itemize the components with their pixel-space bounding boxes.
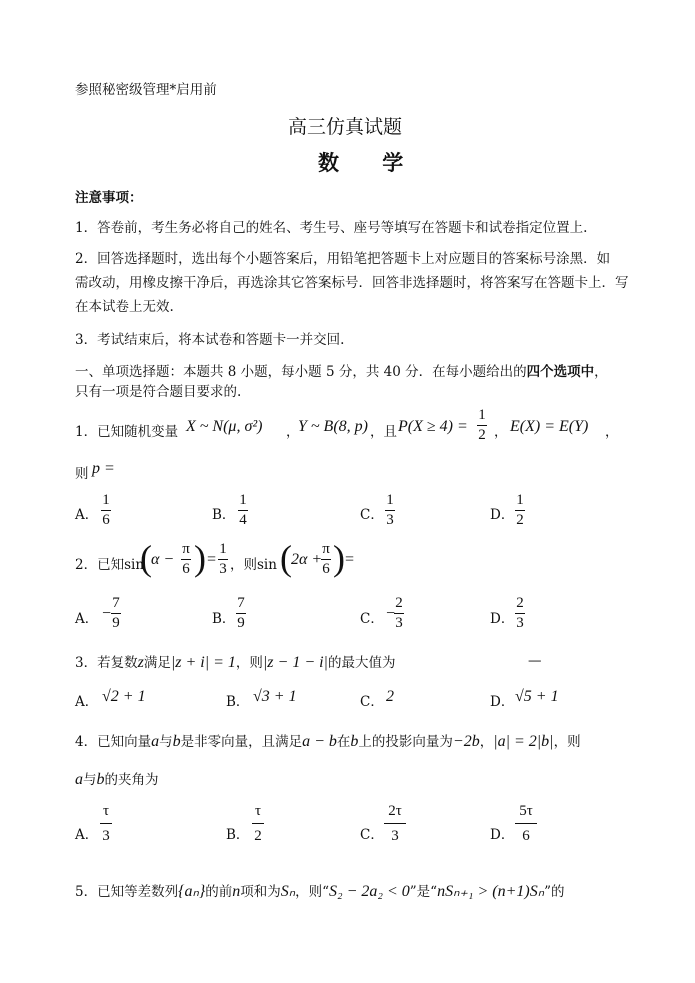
q1-option-d-label: D．	[490, 507, 515, 523]
q2-c-den: 3	[395, 615, 403, 631]
q2-option-b	[236, 595, 246, 632]
q4-option-a-label: A．	[75, 827, 99, 843]
q2-option-a-sign: −	[101, 605, 112, 622]
q1-p-eq: p =	[92, 460, 115, 477]
q1-option-c-label: C．	[360, 507, 384, 523]
q2-c-num: 2	[395, 595, 403, 611]
q2-two-alpha: 2α +	[291, 551, 323, 568]
q4-c-num: 2τ	[388, 803, 402, 819]
notice-item-3: 3．考试结束后，将本试卷和答题卡一并交回.	[75, 332, 345, 348]
q4-ze: ，则	[553, 734, 581, 750]
q4-a-num: τ	[102, 803, 110, 819]
q1-then: 则	[75, 466, 89, 482]
q3-stem	[75, 651, 395, 672]
q2-prefix: 2．已知sin	[75, 557, 145, 573]
notice-item-1: 1．答卷前，考生务必将自己的姓名、考生号、座号等填写在答题卡和试卷指定位置上.	[75, 220, 588, 236]
q1-x-dist: X ~ N(μ, σ²)	[186, 418, 263, 435]
q5-sn: Sₙ	[280, 883, 296, 900]
q4-yu: 与	[159, 734, 173, 750]
q3-option-c: 2	[386, 688, 394, 705]
q1-c-num: 1	[386, 492, 394, 508]
q4-norm: |a| = 2|b|	[493, 733, 554, 750]
q3-stem-c: ，则	[235, 655, 263, 671]
exam-title: 高三仿真试题	[288, 116, 403, 138]
q2-pi-num-2: π	[322, 541, 330, 557]
section-heading	[75, 360, 608, 380]
q1-option-c	[385, 492, 395, 529]
q4-comma: ，	[479, 734, 494, 750]
q1-c-den: 3	[386, 512, 394, 528]
q4-vec-b2: b	[350, 733, 359, 750]
q1-b-num: 1	[239, 492, 247, 508]
q4-stem-line1	[75, 730, 581, 751]
q4-c1: 上的投影向量为	[358, 734, 453, 750]
q2-tail: =	[344, 551, 355, 568]
q5-stem	[75, 880, 565, 901]
q2-pi-den-2: 6	[322, 561, 330, 577]
notice-item-2-end: 在本试卷上无效.	[75, 299, 174, 315]
q4-option-c	[384, 800, 406, 847]
q2-rparen-1: )	[194, 538, 206, 578]
q2-a-den: 9	[112, 615, 120, 631]
q1-option-a-label: A．	[75, 507, 99, 523]
q4-l2-b: b	[96, 771, 105, 788]
section-intro: 一、单项选择题：本题共 8 小题，每小题 5 分，共 40 分．在每小题给出的	[75, 364, 527, 380]
q4-l2-a: a	[75, 771, 83, 788]
q3-option-b: √3 + 1	[253, 688, 297, 705]
q3-z: z	[137, 654, 144, 671]
q5-b: 的前	[205, 884, 233, 900]
q2-option-d-label: D．	[490, 611, 515, 627]
q1-sep3: ，	[494, 424, 508, 440]
q2-alpha: α −	[151, 551, 175, 568]
q2-d-den: 3	[516, 615, 524, 631]
q5-f: ”的	[544, 884, 565, 900]
q1-option-b	[238, 492, 248, 529]
q3-option-c-label: C．	[360, 694, 384, 710]
q3-stem-a: 3．若复数	[75, 655, 138, 671]
q3-mod1: |z + i| = 1	[170, 654, 236, 671]
q4-b1: 是非零向量，且满足	[180, 734, 303, 750]
q1-sep2: ，且	[370, 424, 397, 440]
q5-seq: {aₙ}	[178, 883, 206, 900]
q4-option-b-label: B．	[226, 827, 250, 843]
notice-item-2: 2．回答选择题时，选出每个小题答案后，用铅笔把答题卡上对应题目的答案标号涂黑．如	[75, 251, 611, 267]
section-heading-line2: 只有一项是符合题目要求的.	[75, 384, 242, 400]
q2-option-c	[394, 595, 404, 632]
q2-pi-sixth-1	[181, 541, 191, 578]
q3-dash: —	[528, 653, 542, 669]
q5-c: 项和为	[240, 884, 281, 900]
q4-l2-angle: 的夹角为	[104, 772, 159, 788]
q4-a-minus-b: a − b	[302, 733, 337, 750]
q2-a-num: 7	[112, 595, 120, 611]
q1-b-den: 4	[239, 512, 247, 528]
q1-sep1: ，	[286, 424, 300, 440]
q1-frac-den: 2	[478, 427, 486, 443]
q1-option-b-label: B．	[212, 507, 236, 523]
q2-d-num: 2	[516, 595, 524, 611]
q1-sep4: ，	[605, 424, 619, 440]
q1-option-d	[515, 492, 525, 529]
q2-option-b-label: B．	[212, 611, 236, 627]
q4-stem-line2	[75, 768, 159, 789]
q4-b-den: 2	[254, 828, 262, 844]
q4-l2-yu: 与	[83, 772, 97, 788]
q1-frac-num: 1	[478, 407, 486, 423]
q4-proj: −2b	[452, 733, 480, 750]
q1-d-den: 2	[516, 512, 524, 528]
q4-vec-b: b	[172, 733, 181, 750]
q4-option-a	[100, 800, 112, 847]
q1-y-dist: Y ~ B(8, p)	[298, 418, 368, 435]
q2-option-c-label: C．	[360, 611, 384, 627]
q2-pi-num-1: π	[182, 541, 190, 557]
q3-mod2: |z − 1 − i|	[262, 654, 328, 671]
q5-d: ，则“	[295, 884, 330, 900]
q5-e: ”是“	[409, 884, 438, 900]
q4-a1: 4．已知向量	[75, 734, 152, 750]
q1-half-fraction	[477, 407, 487, 444]
q2-option-a	[111, 595, 121, 632]
q1-prefix: 1．已知随机变量	[75, 424, 179, 440]
q3-option-b-label: B．	[226, 694, 250, 710]
q1-option-a	[101, 492, 111, 529]
q2-lparen-1: (	[140, 538, 152, 578]
q5-cond2: nSₙ₊₁ > (n+1)Sₙ	[437, 883, 545, 900]
q4-b-num: τ	[254, 803, 262, 819]
q2-rhs-num: 1	[219, 541, 227, 557]
q1-d-num: 1	[516, 492, 524, 508]
q2-pi-den-1: 6	[182, 561, 190, 577]
q2-option-a-label: A．	[75, 611, 99, 627]
q1-expect: E(X) = E(Y)	[510, 418, 589, 435]
q1-prob: P(X ≥ 4) =	[398, 418, 468, 435]
q2-eq: =	[206, 551, 217, 568]
q3-option-a-label: A．	[75, 694, 99, 710]
q4-option-d-label: D．	[490, 827, 515, 843]
q4-d-den: 6	[522, 828, 530, 844]
q4-vec-a: a	[151, 733, 160, 750]
q2-b-num: 7	[237, 595, 245, 611]
notice-heading: 注意事项：	[75, 190, 143, 206]
q2-pi-sixth-2	[321, 541, 331, 578]
q3-stem-b: 满足	[143, 655, 171, 671]
q4-option-d	[515, 800, 537, 847]
q3-stem-d: 的最大值为	[327, 655, 396, 671]
q3-option-d: √5 + 1	[515, 688, 559, 705]
q4-zai: 在	[336, 734, 351, 750]
confidential-label: 参照秘密级管理*启用前	[75, 82, 217, 98]
q5-a: 5．已知等差数列	[75, 884, 179, 900]
q5-cond1: S₂ − 2a₂ < 0	[329, 883, 410, 900]
q4-a-den: 3	[102, 828, 110, 844]
q2-lparen-2: (	[280, 538, 292, 578]
section-comma: ，	[594, 364, 608, 380]
q1-a-den: 6	[102, 512, 110, 528]
q3-option-d-label: D．	[490, 694, 515, 710]
exam-subject: 数 学	[318, 150, 422, 175]
q4-option-c-label: C．	[360, 827, 384, 843]
q2-option-d	[515, 595, 525, 632]
q2-rhs-den: 3	[219, 561, 227, 577]
section-emphasis: 四个选项中	[526, 364, 595, 380]
q2-option-c-sign: −	[385, 605, 396, 622]
q4-c-den: 3	[391, 828, 399, 844]
q5-n: n	[232, 883, 241, 900]
q3-option-a: √2 + 1	[102, 688, 146, 705]
q4-d-num: 5τ	[519, 803, 533, 819]
q2-rhs	[218, 541, 228, 578]
q2-mid: ，则sin	[230, 557, 277, 573]
q1-a-num: 1	[102, 492, 110, 508]
q2-rparen-2: )	[333, 538, 345, 578]
q2-b-den: 9	[237, 615, 245, 631]
q4-option-b	[252, 800, 264, 847]
notice-item-2-cont: 需改动，用橡皮擦干净后，再选涂其它答案标号．回答非选择题时，将答案写在答题卡上．写	[75, 275, 629, 291]
